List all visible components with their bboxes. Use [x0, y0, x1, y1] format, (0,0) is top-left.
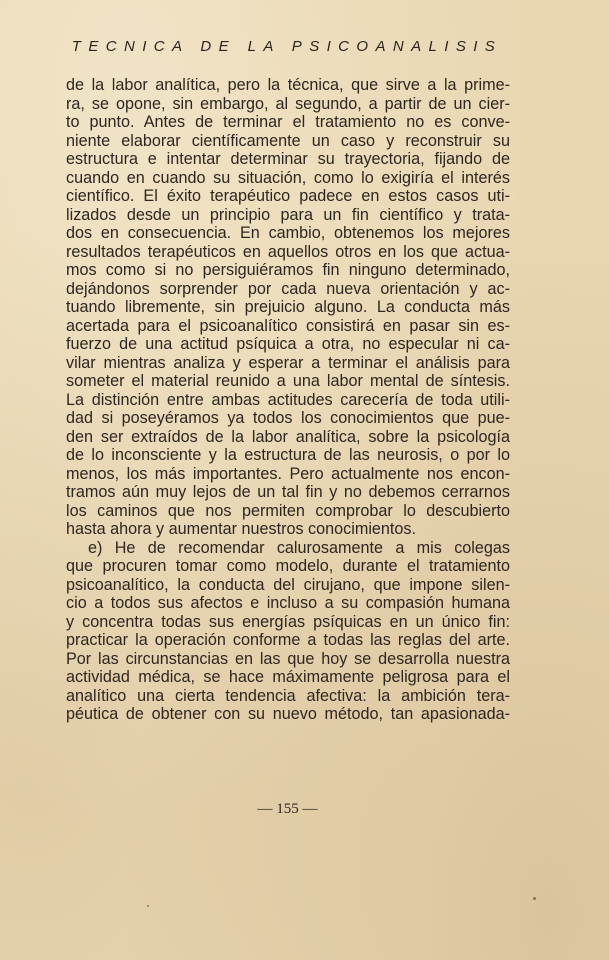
- text-line: fuerzo de una actitud psíquica a otra, no especular ni ca-: [66, 335, 510, 353]
- text-line: estructura e intentar determinar su trayectoria, fijando de: [66, 150, 510, 168]
- text-line: psicoanalítico, la conducta del cirujano, que impone silen-: [66, 575, 510, 594]
- text-line: den ser extraídos de la labor analítica, sobre la psicología: [66, 427, 510, 446]
- text-line: y concentra todas sus energías psíquicas en un único fin:: [66, 612, 510, 631]
- text-line: actividad médica, se hace máximamente peligrosa para el: [66, 668, 510, 686]
- text-line: acertada para el psicoanalítico consistirá en pasar sin es-: [66, 316, 510, 335]
- running-title: TECNICA DE LA PSICOANALISIS: [71, 38, 503, 55]
- text-line: menos, los más importantes. Pero actualmente nos encon-: [66, 464, 510, 483]
- text-line: tramos aún muy lejos de un tal fin y no debemos cerrarnos: [66, 483, 510, 501]
- text-line: dejándonos sorprender por cada nueva orientación y ac-: [66, 279, 510, 298]
- text-line: someter el material reunido a una labor mental de síntesis.: [66, 372, 510, 390]
- text-line: tuando libremente, sin prejuicio alguno. La conducta más: [66, 298, 510, 316]
- text-line: dad si poseyéramos ya todos los conocimientos que pue-: [66, 409, 510, 427]
- text-line: los caminos que nos permiten comprobar lo descubierto: [66, 501, 510, 520]
- text-line: dos en consecuencia. En cambio, obtenemos los mejores: [66, 224, 510, 242]
- text-line: que procuren tomar como modelo, durante el tratamiento: [66, 557, 510, 575]
- text-line: Por las circunstancias en las que hoy se desarrolla nuestra: [66, 649, 510, 668]
- text-line: mos como si no persiguiéramos fin ninguno determinado,: [66, 261, 510, 279]
- text-line: cuando en cuando su situación, como lo exigiría el interés: [66, 168, 510, 187]
- text-line: La distinción entre ambas actitudes carecería de toda utili-: [66, 390, 510, 409]
- text-line: niente elaborar científicamente un caso y reconstruir su: [66, 131, 510, 150]
- text-line: cio a todos sus afectos e incluso a su compasión humana: [66, 594, 510, 612]
- text-line: lizados desde un principio para un fin científico y trata-: [66, 205, 510, 224]
- paper-speck: [533, 897, 536, 900]
- paragraph-start-line: e) He de recomendar calurosamente a mis colegas: [88, 538, 510, 557]
- paper-speck: [147, 905, 149, 907]
- page-number: — 155 —: [257, 801, 318, 817]
- body-text: [66, 76, 510, 724]
- text-line: analítico una cierta tendencia afectiva: la ambición tera-: [66, 686, 510, 705]
- text-line: de la labor analítica, pero la técnica, que sirve a la prime-: [66, 76, 510, 94]
- text-line: resultados terapéuticos en aquellos otros en los que actua-: [66, 242, 510, 261]
- text-line: ra, se opone, sin embargo, al segundo, a partir de un cier-: [66, 94, 510, 113]
- text-line: practicar la operación conforme a todas las reglas del arte.: [66, 631, 510, 649]
- text-line: péutica de obtener con su nuevo método, tan apasionada-: [66, 705, 510, 723]
- text-line: vilar mientras analiza y esperar a terminar el análisis para: [66, 353, 510, 372]
- text-line: to punto. Antes de terminar el tratamiento no es conve-: [66, 113, 510, 131]
- paragraph-end-line: hasta ahora y aumentar nuestros conocimientos.: [66, 520, 417, 538]
- text-line: científico. El éxito terapéutico padece en estos casos uti-: [66, 187, 510, 205]
- text-line: de lo inconsciente y la estructura de las neurosis, o por lo: [66, 446, 510, 464]
